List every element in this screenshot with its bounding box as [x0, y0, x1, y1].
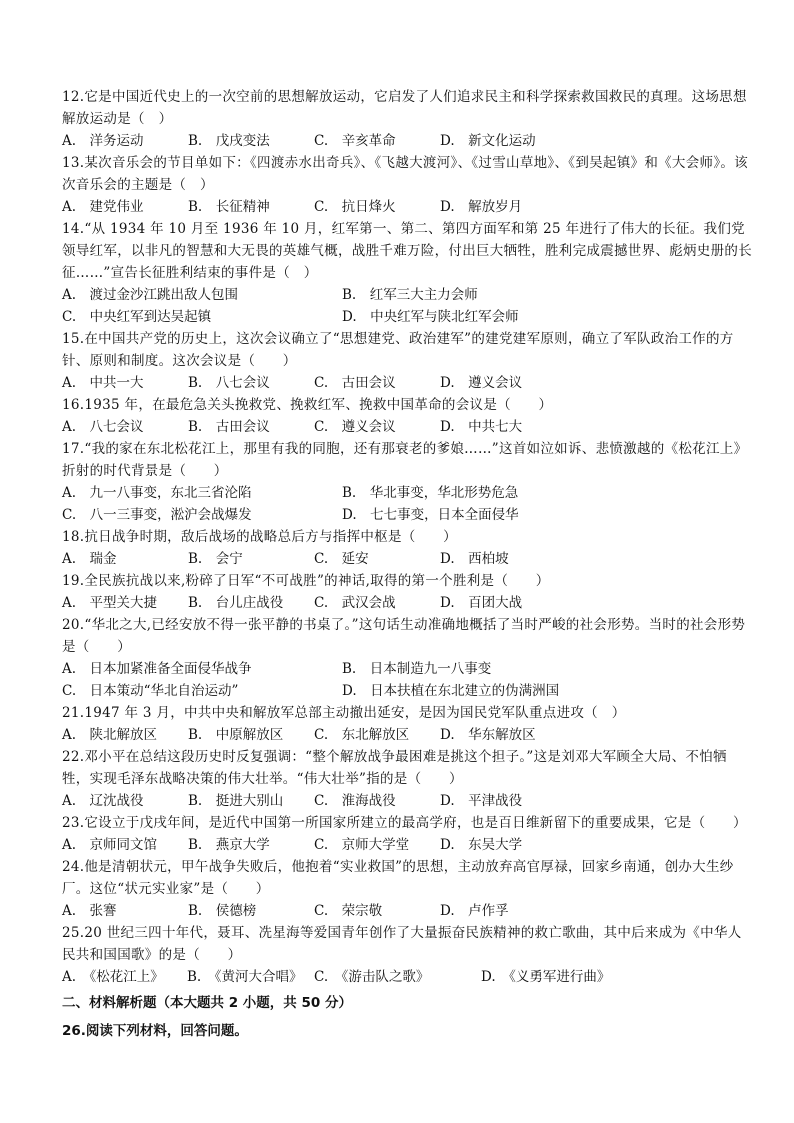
option-c: C. 荣宗敬 [314, 903, 383, 919]
option-c: C. 日本策动“华北自治运动” [62, 683, 239, 699]
option-row [62, 724, 752, 746]
question-stem: 18.抗日战争时期，敌后战场的战略总后方与指挥中枢是（ ） [62, 529, 457, 545]
option-d: D. 卢作孚 [440, 903, 509, 919]
option-d: D. 东吴大学 [440, 837, 523, 853]
option-b: B. 华北事变，华北形势危急 [342, 485, 519, 501]
option-a: A. 九一八事变，东北三省沦陷 [62, 485, 252, 501]
option-d: D. 平津战役 [440, 793, 523, 809]
option-a: A. 《松花江上》 [62, 969, 164, 985]
option-c: C. 古田会议 [314, 375, 396, 391]
option-row [62, 790, 752, 812]
question-25 [62, 922, 752, 988]
option-c: C. 淮海战役 [314, 793, 396, 809]
question-24 [62, 856, 752, 922]
option-row [62, 680, 752, 702]
question-stem: 13.某次音乐会的节目单如下：《四渡赤水出奇兵》、《飞越大渡河》、《过雪山草地》、《到吴起镇》和《大会师》。该次音乐会的主题是（ ） [62, 155, 748, 193]
option-b: B. 燕京大学 [188, 837, 270, 853]
option-d: D. 日本扶植在东北建立的伪满洲国 [342, 683, 560, 699]
question-21 [62, 702, 752, 746]
option-b: B. 红军三大主力会师 [342, 287, 478, 303]
question-stem: 14.“从 1934 年 10 月至 1936 年 10 月，红军第一、第二、第四方面军和第 25 年进行了伟大的长征。我们党领导红军，以非凡的智慧和大无畏的英雄气概，战胜千难万险，付出巨大牺牲，胜利完成震撼世界、彪炳史册的长征……”宣告长征胜利结束的事件是（ ） [62, 221, 752, 281]
option-d: D. 百团大战 [440, 595, 523, 611]
option-row [62, 306, 752, 328]
option-row [62, 834, 752, 856]
question-18 [62, 526, 752, 570]
question-stem: 12.它是中国近代史上的一次空前的思想解放运动，它启发了人们追求民主和科学探索救国救民的真理。这场思想解放运动是（ ） [62, 89, 747, 127]
question-15 [62, 328, 752, 394]
question-17 [62, 438, 752, 526]
option-b: B. 古田会议 [188, 419, 270, 435]
option-c: C. 抗日烽火 [314, 199, 396, 215]
option-row [62, 592, 752, 614]
question-19 [62, 570, 752, 614]
option-a: A. 平型关大捷 [62, 595, 158, 611]
question-13 [62, 152, 752, 218]
option-a: A. 瑞金 [62, 551, 117, 567]
option-row [62, 504, 752, 526]
option-c: C. 东北解放区 [314, 727, 410, 743]
option-row [62, 966, 752, 988]
question-16 [62, 394, 752, 438]
option-a: A. 洋务运动 [62, 133, 144, 149]
question-stem: 24.他是清朝状元，甲午战争失败后，他抱着“实业救国”的思想，主动放弃高官厚禄，回家乡南通，创办大生纱厂。这位“状元实业家”是（ ） [62, 859, 734, 897]
option-b: B. 台儿庄战役 [188, 595, 284, 611]
question-stem: 15.在中国共产党的历史上，这次会议确立了“思想建党、政治建军”的建党建军原则，确立了军队政治工作的方针、原则和制度。这次会议是（ ） [62, 331, 734, 369]
option-a: A. 张謇 [62, 903, 117, 919]
option-b: B. 侯德榜 [188, 903, 257, 919]
option-b: B. 日本制造九一八事变 [342, 661, 492, 677]
option-d: D. 七七事变，日本全面侵华 [342, 507, 519, 523]
question-stem: 19.全民族抗战以来,粉碎了日军“不可战胜”的神话,取得的第一个胜利是（ ） [62, 573, 550, 589]
option-a: A. 辽沈战役 [62, 793, 144, 809]
question-stem: 21.1947 年 3 月，中共中央和解放军总部主动撤出延安，是因为国民党军队重点进攻（ ） [62, 705, 626, 721]
option-b: B. 《黄河大合唱》 [187, 969, 303, 985]
option-row [62, 658, 752, 680]
option-a: A. 八七会议 [62, 419, 144, 435]
option-a: A. 京师同文馆 [62, 837, 158, 853]
question-stem: 17.“我的家在东北松花江上，那里有我的同胞，还有那衰老的爹娘……”这首如泣如诉、悲愤激越的《松花江上》折射的时代背景是（ ） [62, 441, 748, 479]
question-stem: 16.1935 年，在最危急关头挽救党、挽救红军、挽救中国革命的会议是（ ） [62, 397, 553, 413]
option-a: A. 日本加紧准备全面侵华战争 [62, 661, 252, 677]
question-26-heading: 26.阅读下列材料，回答问题。 [62, 1023, 248, 1039]
option-b: B. 戊戌变法 [188, 133, 270, 149]
option-row [62, 130, 752, 152]
option-d: D. 《义勇军进行曲》 [481, 969, 611, 985]
question-stem: 20.“华北之大,已经安放不得一张平静的书桌了。”这句话生动准确地概括了当时严峻的社会形势。当时的社会形势是（ ） [62, 617, 746, 655]
option-a: A. 陕北解放区 [62, 727, 158, 743]
section-two-heading: 二、材料解析题（本大题共 2 小题，共 50 分） [62, 995, 352, 1011]
option-d: D. 中央红军与陕北红军会师 [342, 309, 519, 325]
option-d: D. 中共七大 [440, 419, 523, 435]
option-row [62, 372, 752, 394]
question-stem: 25.20 世纪三四十年代，聂耳、冼星海等爱国青年创作了大量振奋民族精神的救亡歌曲，其中后来成为《中华人民共和国国歌》的是（ ） [62, 925, 742, 963]
option-d: D. 西柏坡 [440, 551, 509, 567]
option-a: A. 中共一大 [62, 375, 144, 391]
option-c: C. 中央红军到达吴起镇 [62, 309, 212, 325]
option-row [62, 900, 752, 922]
option-b: B. 挺进大别山 [188, 793, 284, 809]
exam-page [62, 86, 752, 1044]
question-stem: 22.邓小平在总结这段历史时反复强调：“整个解放战争最困难是挑这个担子。”这是刘邓大军顾全大局、不怕牺牲，实现毛泽东战略决策的伟大壮举。“伟大壮举”指的是（ ） [62, 749, 727, 787]
question-20 [62, 614, 752, 702]
option-row [62, 196, 752, 218]
question-14 [62, 218, 752, 328]
option-d: D. 新文化运动 [440, 133, 536, 149]
question-12 [62, 86, 752, 152]
option-a: A. 渡过金沙江跳出敌人包围 [62, 287, 239, 303]
option-b: B. 中原解放区 [188, 727, 284, 743]
option-c: C. 辛亥革命 [314, 133, 396, 149]
option-c: C. 京师大学堂 [314, 837, 410, 853]
option-c: C. 遵义会议 [314, 419, 396, 435]
option-a: A. 建党伟业 [62, 199, 144, 215]
option-row [62, 548, 752, 570]
option-c: C. 《游击队之歌》 [314, 969, 430, 985]
option-c: C. 八一三事变，淞沪会战爆发 [62, 507, 252, 523]
question-23 [62, 812, 752, 856]
option-row [62, 482, 752, 504]
option-d: D. 遵义会议 [440, 375, 523, 391]
option-b: B. 会宁 [188, 551, 243, 567]
option-b: B. 八七会议 [188, 375, 270, 391]
option-row [62, 284, 752, 306]
option-b: B. 长征精神 [188, 199, 270, 215]
option-c: C. 延安 [314, 551, 369, 567]
option-d: D. 华东解放区 [440, 727, 536, 743]
option-d: D. 解放岁月 [440, 199, 523, 215]
question-22 [62, 746, 752, 812]
option-row [62, 416, 752, 438]
option-c: C. 武汉会战 [314, 595, 396, 611]
question-stem: 23.它设立于戊戌年间，是近代中国第一所国家所建立的最高学府，也是百日维新留下的重要成果，它是（ ） [62, 815, 747, 831]
